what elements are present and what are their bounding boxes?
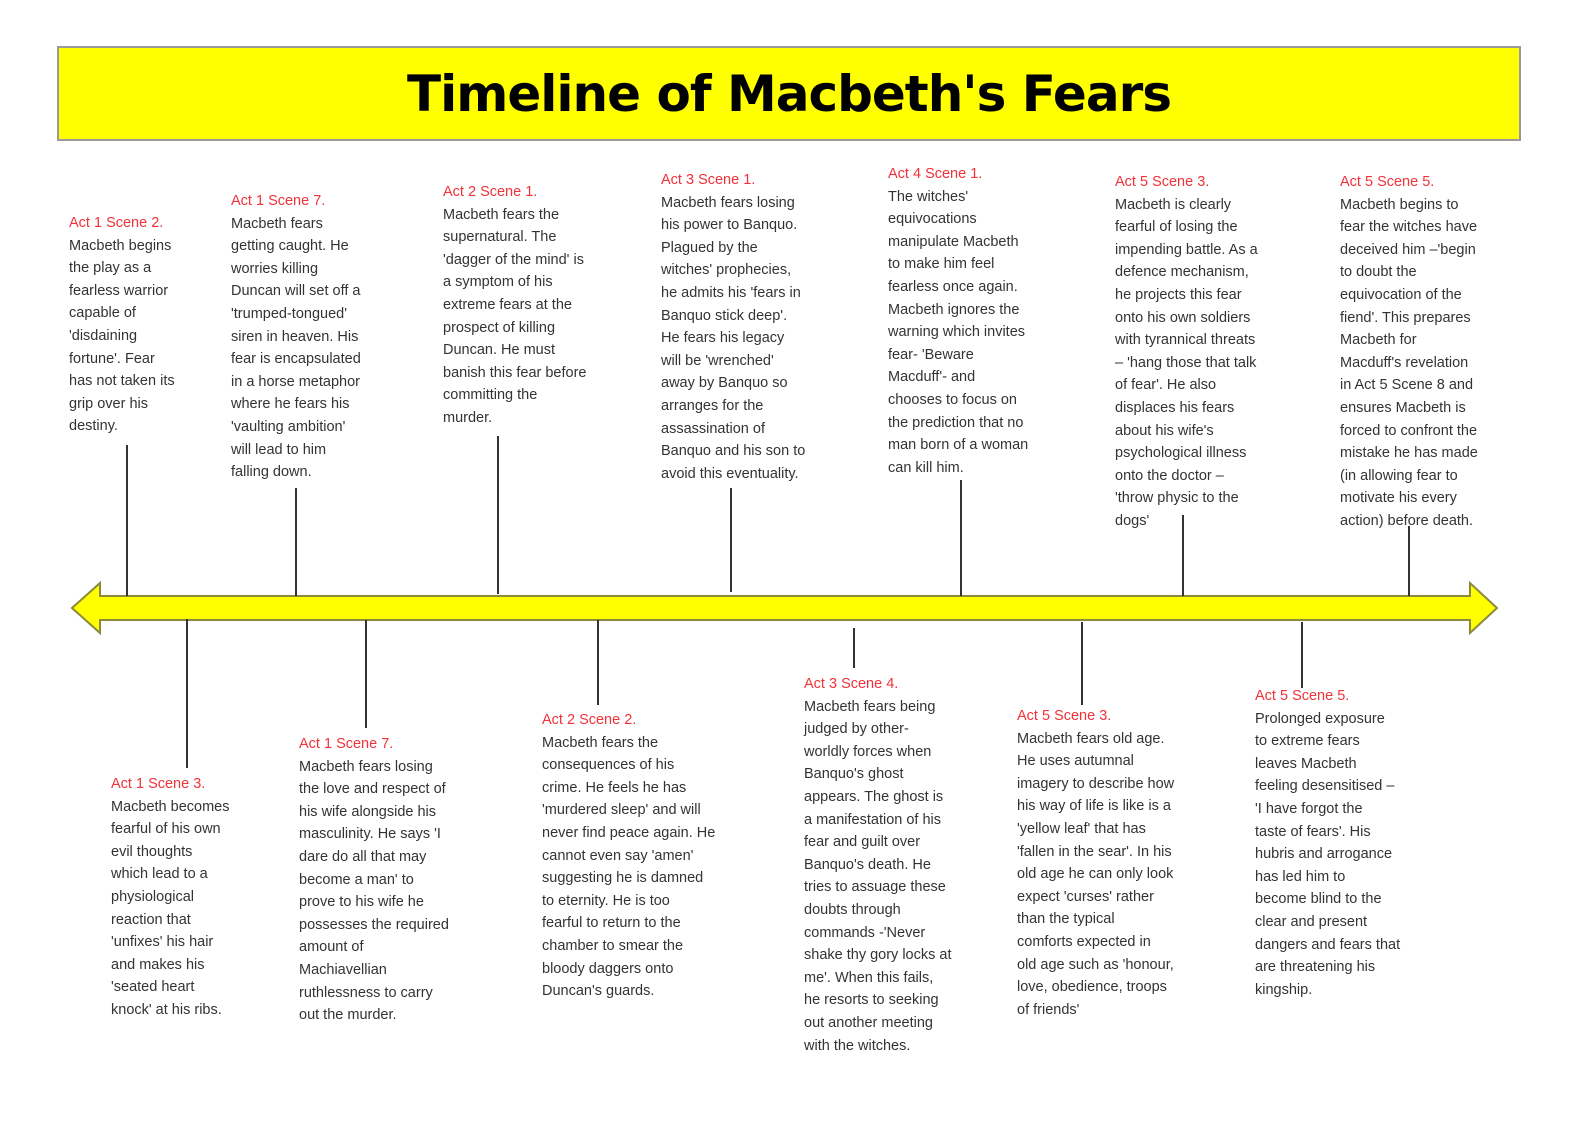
event-heading: Act 1 Scene 2. bbox=[69, 215, 164, 231]
timeline-event bbox=[661, 169, 805, 485]
connector bbox=[295, 488, 297, 596]
timeline-event bbox=[299, 733, 449, 1027]
event-text: Macbeth becomes fearful of his own evil thoughts which lead to a physiological reaction that 'unfixes' his hair and makes his 'seated heart knock' at his ribs. bbox=[111, 798, 230, 1018]
connector bbox=[1301, 622, 1303, 688]
page-title: Timeline of Macbeth's Fears bbox=[407, 64, 1171, 123]
event-heading: Act 3 Scene 4. bbox=[804, 676, 899, 692]
connector bbox=[497, 436, 499, 594]
event-text: Macbeth begins to fear the witches have deceived him –'begin to doubt the equivocation of the fiend'. This prepares Macbeth for Macduff's revelation in Act 5 Scene 8 and ensures Macbeth is forced to confront the mistake he has made (in allowing fear to motivate his every action) before death. bbox=[1340, 196, 1478, 529]
event-heading: Act 1 Scene 3. bbox=[111, 776, 206, 792]
event-heading: Act 1 Scene 7. bbox=[231, 193, 326, 209]
event-heading: Act 1 Scene 7. bbox=[299, 736, 394, 752]
event-heading: Act 5 Scene 3. bbox=[1017, 708, 1112, 724]
event-text: Macbeth fears losing the love and respect of his wife alongside his masculinity. He says 'I dare do all that may become a man' to prove to his wife he possesses the required amount of Machiavellian ruthlessness to carry out the murder. bbox=[299, 758, 449, 1024]
timeline-event bbox=[1115, 171, 1258, 533]
connector bbox=[960, 480, 962, 596]
event-text: Macbeth fears losing his power to Banquo. Plagued by the witches' prophecies, he admits his 'fears in Banquo stick deep'. He fears his legacy will be 'wrenched' away by Banquo so arranges for the assassination of Banquo and his son to avoid this eventuality. bbox=[661, 194, 806, 482]
event-text: Macbeth fears being judged by other- worldly forces when Banquo's ghost appears. The ghost is a manifestation of his fear and guilt over Banquo's death. He tries to assuage these doubts through commands -'Never shake thy gory locks at me'. When this fails, he resorts to seeking out another meeting with the witches. bbox=[804, 698, 952, 1054]
timeline-event bbox=[69, 212, 175, 438]
event-text: Macbeth is clearly fearful of losing the impending battle. As a defence mechanism, he projects this fear onto his own soldiers with tyrannical threats – 'hang those that talk of fear'. He also displaces his fears about his wife's psychological illness onto the doctor – 'throw physic to the dogs' bbox=[1115, 196, 1258, 529]
connector bbox=[853, 628, 855, 668]
event-text: Prolonged exposure to extreme fears leaves Macbeth feeling desensitised – 'I have forgot the taste of fears'. His hubris and arrogance has led him to become blind to the clear and present dangers and fears that are threatening his kingship. bbox=[1255, 710, 1401, 998]
timeline-event bbox=[443, 181, 586, 430]
event-text: Macbeth begins the play as a fearless warrior capable of 'disdaining fortune'. Fear has not taken its grip over his destiny. bbox=[69, 237, 175, 435]
connector bbox=[126, 445, 128, 596]
event-text: The witches' equivocations manipulate Macbeth to make him feel fearless once again. Macbeth ignores the warning which invites fear- 'Beware Macduff'- and chooses to focus on the prediction that no man born of a woman can kill him. bbox=[888, 188, 1029, 476]
event-text: Macbeth fears the supernatural. The 'dagger of the mind' is a symptom of his extreme fears at the prospect of killing Duncan. He must banish this fear before committing the murder. bbox=[443, 206, 587, 426]
timeline-event bbox=[542, 709, 715, 1003]
timeline-event bbox=[231, 190, 361, 484]
event-heading: Act 5 Scene 5. bbox=[1255, 688, 1350, 704]
timeline-event bbox=[1255, 685, 1400, 1001]
event-heading: Act 4 Scene 1. bbox=[888, 166, 983, 182]
event-heading: Act 3 Scene 1. bbox=[661, 172, 756, 188]
event-heading: Act 2 Scene 2. bbox=[542, 712, 637, 728]
connector bbox=[186, 619, 188, 768]
timeline-event bbox=[1017, 705, 1174, 1021]
event-text: Macbeth fears old age. He uses autumnal imagery to describe how his way of life is like is a 'yellow leaf' that has 'fallen in the sear'. In his old age he can only look expect 'curses' rather than the typical comforts expected in old age such as 'honour, love, obedience, troops of friends' bbox=[1017, 730, 1175, 1018]
event-heading: Act 5 Scene 3. bbox=[1115, 174, 1210, 190]
event-heading: Act 5 Scene 5. bbox=[1340, 174, 1435, 190]
event-heading: Act 2 Scene 1. bbox=[443, 184, 538, 200]
timeline-event bbox=[804, 673, 952, 1057]
timeline-event bbox=[111, 773, 229, 1022]
timeline-event bbox=[1340, 171, 1478, 533]
connector bbox=[730, 488, 732, 592]
connector bbox=[365, 620, 367, 728]
connector bbox=[597, 620, 599, 705]
event-text: Macbeth fears getting caught. He worries killing Duncan will set off a 'trumped-tongued' siren in heaven. His fear is encapsulated in a horse metaphor where he fears his 'vaulting ambition' will lead to him falling down. bbox=[231, 215, 361, 481]
event-text: Macbeth fears the consequences of his crime. He feels he has 'murdered sleep' and will never find peace again. He cannot even say 'amen' suggesting he is damned to eternity. He is too fearful to return to the chamber to smear the bloody daggers onto Duncan's guards. bbox=[542, 734, 716, 1000]
timeline-event bbox=[888, 163, 1028, 479]
connector bbox=[1081, 622, 1083, 705]
connector bbox=[1408, 526, 1410, 596]
